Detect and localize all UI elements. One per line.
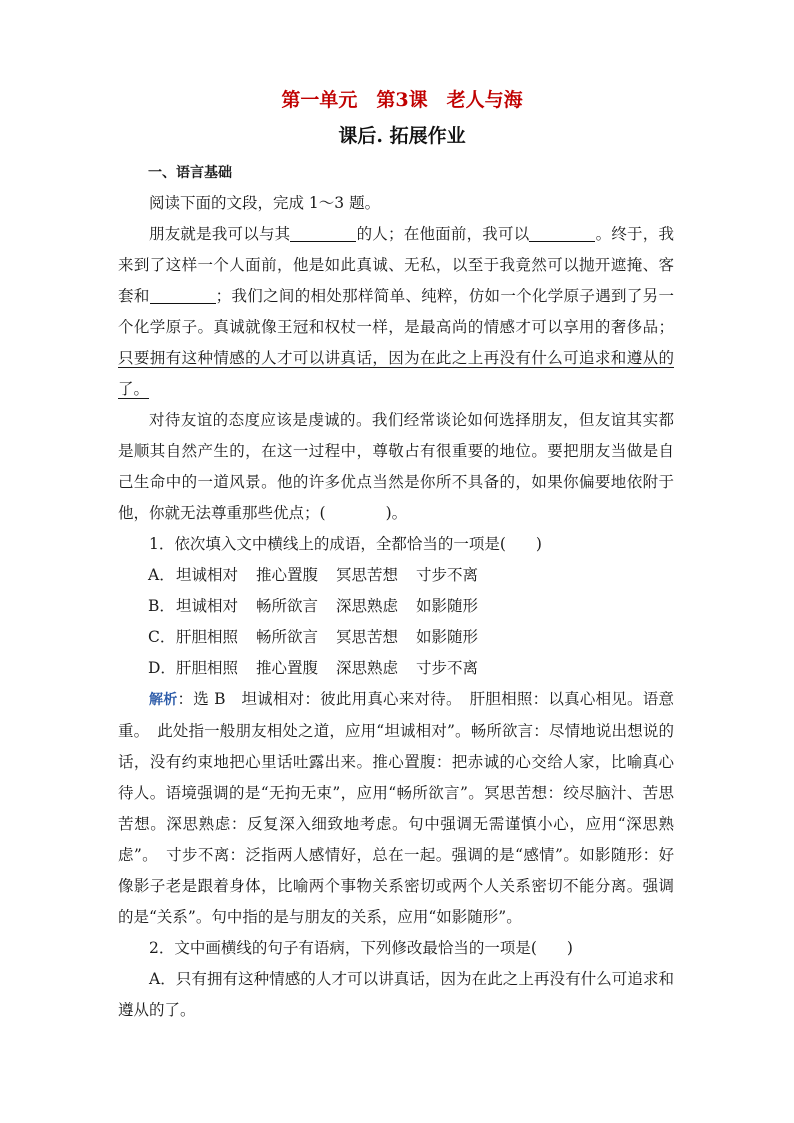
q1-option-b: B．坦诚相对 畅所欲言 深思熟虑 如影随形 bbox=[148, 597, 479, 615]
q1-option-d: D．肝胆相照 推心置腹 深思熟虑 寸步不离 bbox=[148, 659, 479, 677]
fill-blank-1 bbox=[290, 223, 356, 242]
document-page bbox=[118, 84, 674, 1026]
reading-instruction: 阅读下面的文段，完成 1～3 题。 bbox=[149, 194, 381, 212]
question-2-stem: 2．文中画横线的句子有语病，下列修改最恰当的一项是( ) bbox=[149, 939, 573, 957]
analysis-label: 解析 bbox=[149, 692, 178, 708]
section-heading: 一、语言基础 bbox=[148, 165, 232, 181]
lesson-title: 第一单元 第3课 老人与海 bbox=[281, 89, 523, 111]
q1-option-a: A．坦诚相对 推心置腹 冥思苦想 寸步不离 bbox=[148, 566, 479, 584]
question-1-stem: 1．依次填入文中横线上的成语，全都恰当的一项是( ) bbox=[149, 535, 542, 553]
underlined-sentence: 只要拥有这种情感的人才可以讲真话，因为在此之上再没有什么可追求和遵从的了。 bbox=[118, 349, 674, 398]
q1-option-c: C．肝胆相照 畅所欲言 冥思苦想 如影随形 bbox=[148, 628, 479, 646]
passage-paragraph-1: 朋友就是我可以与其 的人；在他面前，我可以 。终于，我来到了这样一个人面前，他是如此真诚、无私，以至于我竟然可以抛开遮掩、客套和 ；我们之间的相处那样简单、纯粹，仿如一个化学原子遇到了另一个化学原子。真诚就像王冠和权杖一样，是最高尚的情感才可以享用的奢侈品；只要拥有这种情感的人才可以讲真话，因为在此之上再没有什么可追求和遵从的了。 bbox=[118, 225, 674, 398]
fill-blank-3 bbox=[150, 285, 216, 304]
fill-blank-2 bbox=[529, 223, 595, 242]
q2-option-a: A．只有拥有这种情感的人才可以讲真话，因为在此之上再没有什么可追求和遵从的了。 bbox=[118, 970, 674, 1019]
passage-paragraph-2: 对待友谊的态度应该是虔诚的。我们经常谈论如何选择朋友，但友谊其实都是顺其自然产生的，在这一过程中，尊敬占有很重要的地位。要把朋友当做是自己生命中的一道风景。他的许多优点当然是你所不具备的，如果你偏要地依附于他，你就无法尊重那些优点；( )。 bbox=[118, 411, 674, 522]
analysis-paragraph: 解析：选 B 坦诚相对：彼此用真心来对待。 肝胆相照：以真心相见。语意重。 此处指一般朋友相处之道，应用“坦诚相对”。畅所欲言：尽情地说出想说的话，没有约束地把心里话吐露出来。推心置腹：把赤诚的心交给人家，比喻真心待人。语境强调的是“无拘无束”，应用“畅所欲言”。冥思苦想：绞尽脑汁、苦思苦想。深思熟虑：反复深入细致地考虑。句中强调无需谨慎小心，应用“深思熟虑”。 寸步不离：泛指两人感情好，总在一起。强调的是“感情”。如影随形：好像影子老是跟着身体，比喻两个事物关系密切或两个人关系密切不能分离。强调的是“关系”。句中指的是与朋友的关系，应用“如影随形”。 bbox=[118, 690, 674, 926]
homework-subtitle: 课后. 拓展作业 bbox=[338, 125, 466, 147]
